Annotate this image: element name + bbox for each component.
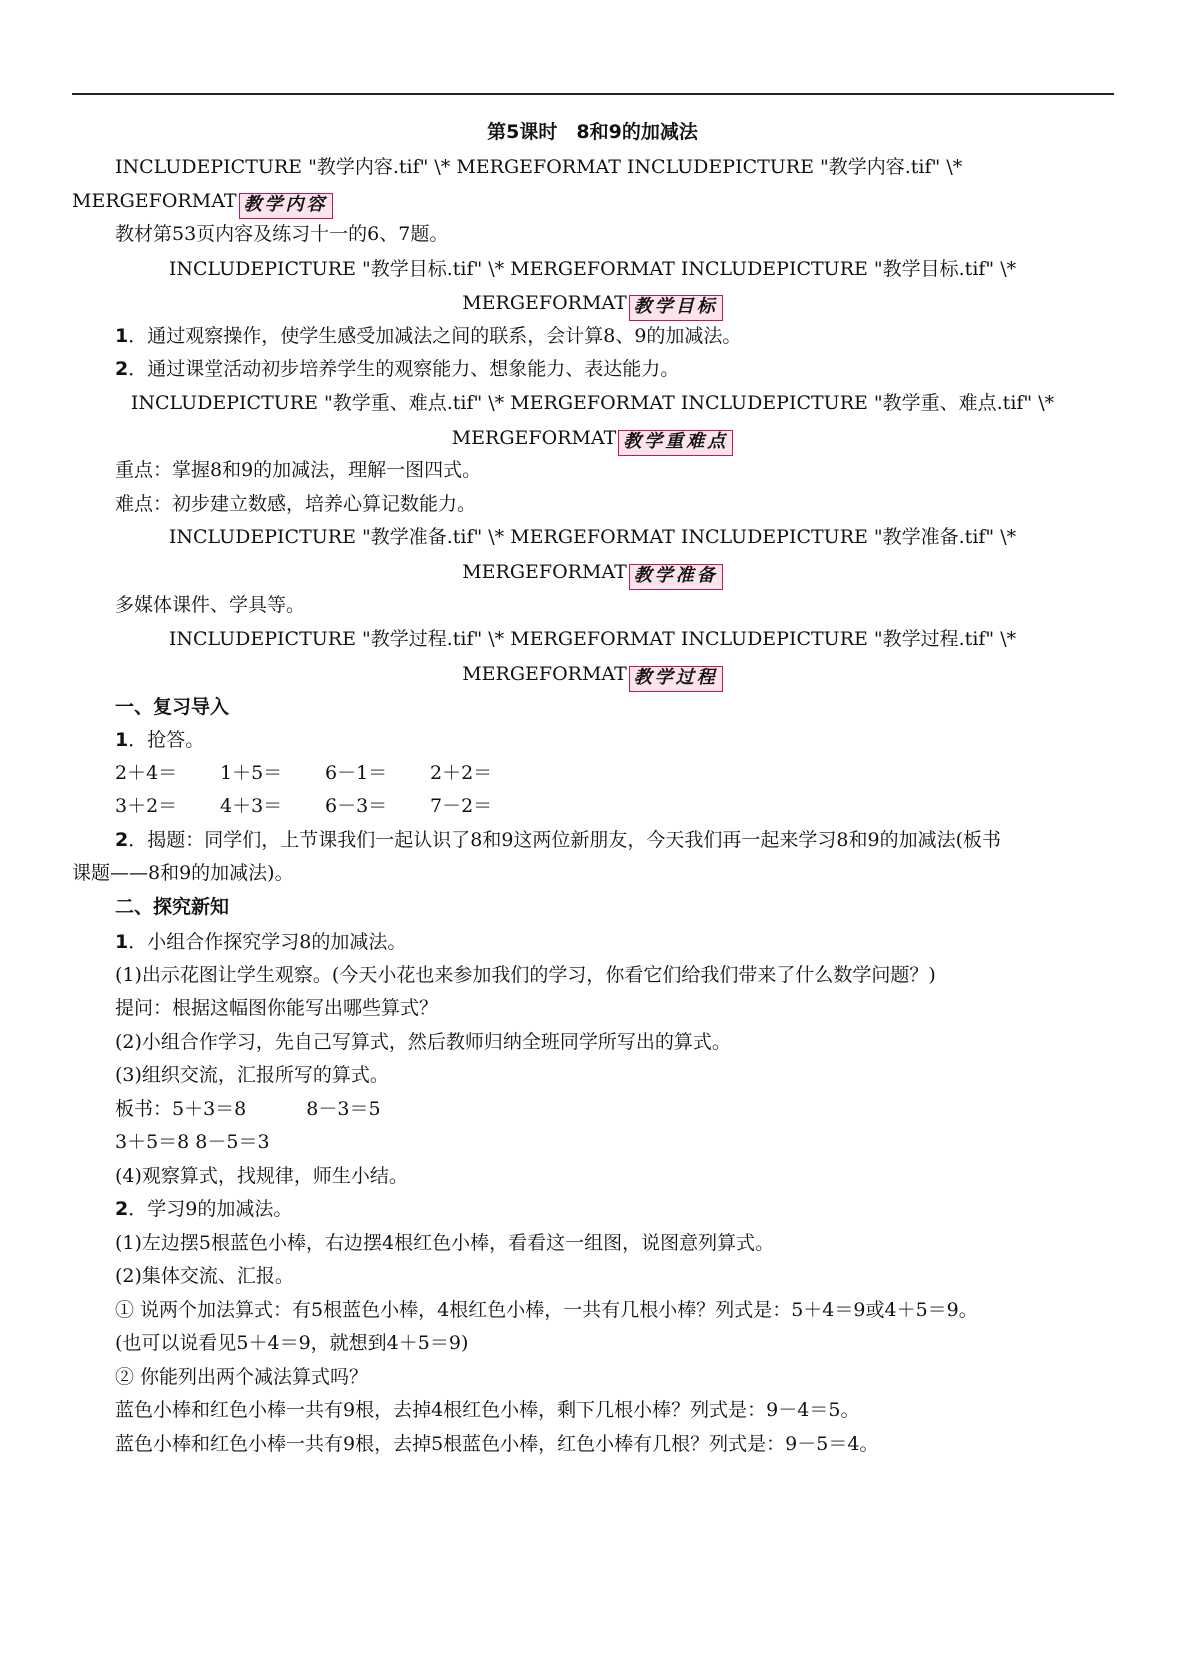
include-content-line-a: INCLUDEPICTURE "教学内容.tif" \* MERGEFORMAT INCLUDEPICTURE "教学内容.tif" \* — [115, 156, 963, 178]
include-key-line-b: MERGEFORMAT 教学重难点 — [0, 425, 1185, 456]
difficulties: 难点：初步建立数感，培养心算记数能力。 — [115, 493, 477, 515]
include-goals-line-a: INCLUDEPICTURE "教学目标.tif" \* MERGEFORMAT INCLUDEPICTURE "教学目标.tif" \* — [168, 258, 1017, 280]
lesson-title: 第5课时 8和9的加减法 — [487, 121, 698, 143]
quiz-expr: 6－3＝ — [325, 795, 388, 817]
paragraph: (1)出示花图让学生观察。(今天小花也来参加我们的学习，你看它们给我们带来了什么数学问题？) — [115, 964, 936, 986]
quiz-expr: 1＋5＝ — [220, 762, 283, 784]
include-content-line-b: MERGEFORMAT 教学内容 — [72, 188, 333, 219]
section-1-heading: 一、复习导入 — [115, 696, 230, 718]
quiz-expr: 7－2＝ — [430, 795, 493, 817]
goal-2: 2．通过课堂活动初步培养学生的观察能力、想象能力、表达能力。 — [115, 358, 680, 380]
paragraph: 提问：根据这幅图你能写出哪些算式？ — [115, 997, 439, 1019]
paragraph: 蓝色小棒和红色小棒一共有9根，去掉5根蓝色小棒，红色小棒有几根？列式是：9－5＝4。 — [115, 1433, 879, 1455]
paragraph: ① 说两个加法算式：有5根蓝色小棒，4根红色小棒，一共有几根小棒？列式是：5＋4＝9或4＋5＝9。 — [115, 1299, 978, 1321]
content-text: 教材第53页内容及练习十一的6、7题。 — [115, 223, 449, 245]
badge-teaching-prep: 教学准备 — [629, 564, 723, 590]
quiz-expr: 6－1＝ — [325, 762, 388, 784]
paragraph: ② 你能列出两个减法算式吗？ — [115, 1366, 369, 1388]
section-2-heading: 二、探究新知 — [115, 896, 230, 918]
include-process-line-a: INCLUDEPICTURE "教学过程.tif" \* MERGEFORMAT INCLUDEPICTURE "教学过程.tif" \* — [168, 628, 1017, 650]
goal-1: 1．通过观察操作，使学生感受加减法之间的联系，会计算8、9的加减法。 — [115, 325, 742, 347]
paragraph: 蓝色小棒和红色小棒一共有9根，去掉4根红色小棒，剩下几根小棒？列式是：9－4＝5。 — [115, 1399, 860, 1421]
paragraph: (2)小组合作学习，先自己写算式，然后教师归纳全班同学所写出的算式。 — [115, 1031, 731, 1053]
paragraph: (4)观察算式，找规律，师生小结。 — [115, 1165, 408, 1187]
paragraph: (2)集体交流、汇报。 — [115, 1265, 294, 1287]
section-2-item-2: 2．学习9的加减法。 — [115, 1198, 293, 1220]
badge-teaching-process: 教学过程 — [629, 666, 723, 692]
section-2-item-1: 1．小组合作探究学习8的加减法。 — [115, 931, 407, 953]
paragraph: (也可以说看见5＋4＝9，就想到4＋5＝9) — [115, 1332, 469, 1354]
prep-text: 多媒体课件、学具等。 — [115, 594, 306, 616]
section-1-item-1: 1．抢答。 — [115, 729, 205, 751]
quiz-expr: 4＋3＝ — [220, 795, 283, 817]
board-line-1: 板书：5＋3＝8 8－3＝5 — [115, 1098, 381, 1120]
badge-teaching-content: 教学内容 — [239, 193, 333, 219]
include-prep-line-a: INCLUDEPICTURE "教学准备.tif" \* MERGEFORMAT INCLUDEPICTURE "教学准备.tif" \* — [168, 526, 1017, 548]
paragraph: (3)组织交流，汇报所写的算式。 — [115, 1064, 389, 1086]
board-line-2: 3＋5＝8 8－5＝3 — [115, 1131, 270, 1153]
quiz-row-1 — [115, 760, 535, 786]
key-points: 重点：掌握8和9的加减法，理解一图四式。 — [115, 459, 482, 481]
include-key-line-a: INCLUDEPICTURE "教学重、难点.tif" \* MERGEFORMAT INCLUDEPICTURE "教学重、难点.tif" \* — [130, 392, 1055, 414]
quiz-row-2 — [115, 793, 535, 819]
quiz-expr: 2＋4＝ — [115, 762, 178, 784]
quiz-expr: 2＋2＝ — [430, 762, 493, 784]
header-rule — [72, 93, 1114, 95]
badge-teaching-goals: 教学目标 — [629, 295, 723, 321]
section-1-item-2: 2．揭题：同学们，上节课我们一起认识了8和9这两位新朋友，今天我们再一起来学习8和9的加减法(板书 — [115, 829, 1002, 851]
paragraph: (1)左边摆5根蓝色小棒，右边摆4根红色小棒，看看这一组图，说图意列算式。 — [115, 1232, 775, 1254]
include-process-line-b: MERGEFORMAT 教学过程 — [0, 661, 1185, 692]
include-goals-line-b: MERGEFORMAT 教学目标 — [0, 290, 1185, 321]
badge-key-points: 教学重难点 — [618, 430, 733, 456]
include-prep-line-b: MERGEFORMAT 教学准备 — [0, 559, 1185, 590]
quiz-expr: 3＋2＝ — [115, 795, 178, 817]
section-1-item-2-cont: 课题——8和9的加减法)。 — [72, 862, 294, 884]
